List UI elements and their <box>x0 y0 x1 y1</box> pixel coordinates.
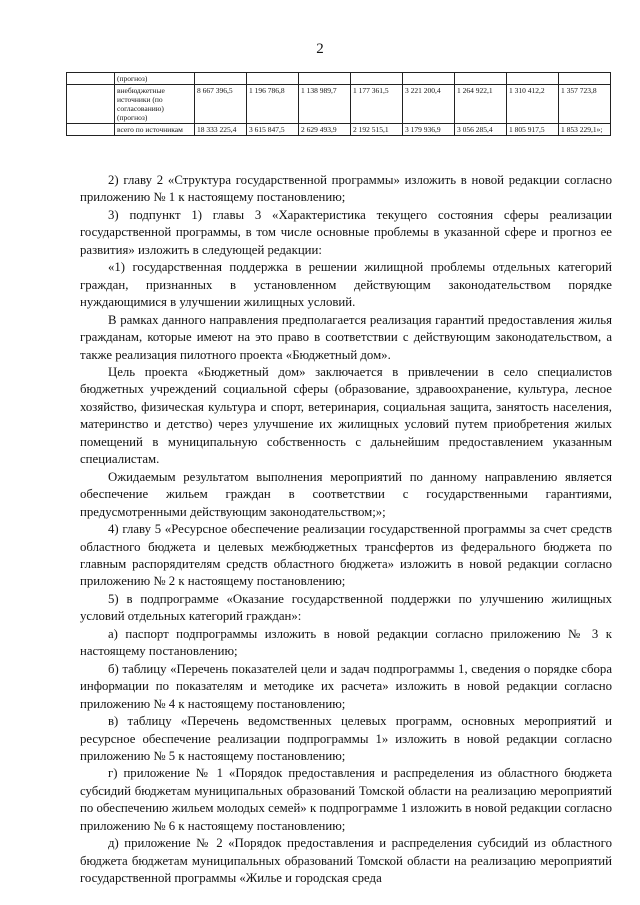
paragraph: в) таблицу «Перечень ведомственных целевых программ, основных мероприятий и ресурсное обеспечение реализации подпрограммы 1» изложить в новой редакции согласно приложению № 5 к настоящему постановлению; <box>80 714 612 763</box>
document-body <box>80 172 612 888</box>
paragraph: б) таблицу «Перечень показателей цели и задач подпрограммы 1, сведения о порядке сбора информации по показателям и методике их расчета» изложить в новой редакции согласно приложению № 4 к настоящему постановлению; <box>80 661 612 711</box>
table-cell: 3 179 936,9 <box>403 124 455 136</box>
table-cell <box>507 73 559 85</box>
table-cell <box>299 73 351 85</box>
paragraph: Ожидаемым результатом выполнения мероприятий по данному направлению является обеспечение жильем граждан в соответствии с государственными гарантиями, предусмотренными действующим законодательством;»; <box>80 469 612 519</box>
paragraph: Цель проекта «Бюджетный дом» заключается в привлечении в село специалистов бюджетных учреждений социальной сферы (образование, здравоохранение, культура, лесное хозяйство, физическая культура и спорт, ветеринария, социальная защита, занятость населения, материнство и детство) через улучшение их жилищных условий путем приобретения жилых помещений в муниципальную собственность с дальнейшим предоставлением указанным специалистам. <box>80 364 612 467</box>
paragraph: 2) главу 2 «Структура государственной программы» изложить в новой редакции согласно приложению № 1 к настоящему постановлению; <box>80 173 612 205</box>
table-row <box>67 73 611 85</box>
table-cell: 1 177 361,5 <box>351 85 403 124</box>
table-cell: 1 853 229,1»; <box>559 124 611 136</box>
table-row-label: всего по источникам <box>115 124 195 136</box>
table-row-label: внебюджетные источники (по согласованию) (прогноз) <box>115 85 195 124</box>
table-cell: 3 221 200,4 <box>403 85 455 124</box>
table-cell: 1 138 989,7 <box>299 85 351 124</box>
table-cell: 3 615 847,5 <box>247 124 299 136</box>
paragraph: г) приложение № 1 «Порядок предоставления и распределения из областного бюджета субсидий бюджетам муниципальных образований Томской области на реализацию мероприятий по обеспечению жильем молодых семей» к подпрограмме 1 изложить в новой редакции согласно приложению № 6 к настоящему постановлению; <box>80 766 612 833</box>
table-cell <box>247 73 299 85</box>
table-row-label: (прогноз) <box>115 73 195 85</box>
table-cell-empty <box>67 73 115 85</box>
table-cell: 8 667 396,5 <box>195 85 247 124</box>
table-cell <box>351 73 403 85</box>
table-row <box>67 124 611 136</box>
budget-table <box>66 72 611 136</box>
paragraph: «1) государственная поддержка в решении жилищной проблемы отдельных категорий граждан, признанных в установленном действующим законодательством порядке нуждающимися в улучшении жилищных условий. <box>80 260 612 310</box>
table-cell: 2 629 493,9 <box>299 124 351 136</box>
table-row <box>67 85 611 124</box>
table-cell: 2 192 515,1 <box>351 124 403 136</box>
paragraph: 3) подпункт 1) главы 3 «Характеристика текущего состояния сферы реализации государственной программы, в том числе основные проблемы в указанной сфере и прогноз ее развития» изложить в следующей редакции: <box>80 207 612 257</box>
paragraph: а) паспорт подпрограммы изложить в новой редакции согласно приложению № 3 к настоящему постановлению; <box>80 626 612 659</box>
table-cell: 3 056 285,4 <box>455 124 507 136</box>
table-cell: 1 805 917,5 <box>507 124 559 136</box>
table-cell: 1 310 412,2 <box>507 85 559 124</box>
table-cell: 1 357 723,8 <box>559 85 611 124</box>
table-cell: 1 264 922,1 <box>455 85 507 124</box>
table-cell: 1 196 786,8 <box>247 85 299 124</box>
paragraph: 4) главу 5 «Ресурсное обеспечение реализации государственной программы за счет средств областного бюджета и целевых межбюджетных трансфертов из федерального бюджета по главным распорядителям средств областного бюджета» изложить в новой редакции согласно приложению № 2 к настоящему постановлению; <box>80 522 612 589</box>
page-number: 2 <box>316 41 324 57</box>
table-cell <box>559 73 611 85</box>
table-cell <box>403 73 455 85</box>
table-cell <box>455 73 507 85</box>
paragraph: 5) в подпрограмме «Оказание государственной поддержки по улучшению жилищных условий отдельных категорий граждан»: <box>80 591 612 624</box>
table-cell-empty <box>67 85 115 124</box>
paragraph: В рамках данного направления предполагается реализация гарантий предоставления жилья гражданам, которые имеют на это право в соответствии с действующим законодательством, а также реализация пилотного проекта «Бюджетный дом». <box>80 312 612 362</box>
table-cell <box>195 73 247 85</box>
table-cell: 18 333 225,4 <box>195 124 247 136</box>
paragraph: д) приложение № 2 «Порядок предоставления и распределения субсидий из областного бюджета бюджетам муниципальных образований Томской области на реализацию мероприятий государственной программы «Жилье и городская среда <box>80 836 612 886</box>
table-cell-empty <box>67 124 115 136</box>
